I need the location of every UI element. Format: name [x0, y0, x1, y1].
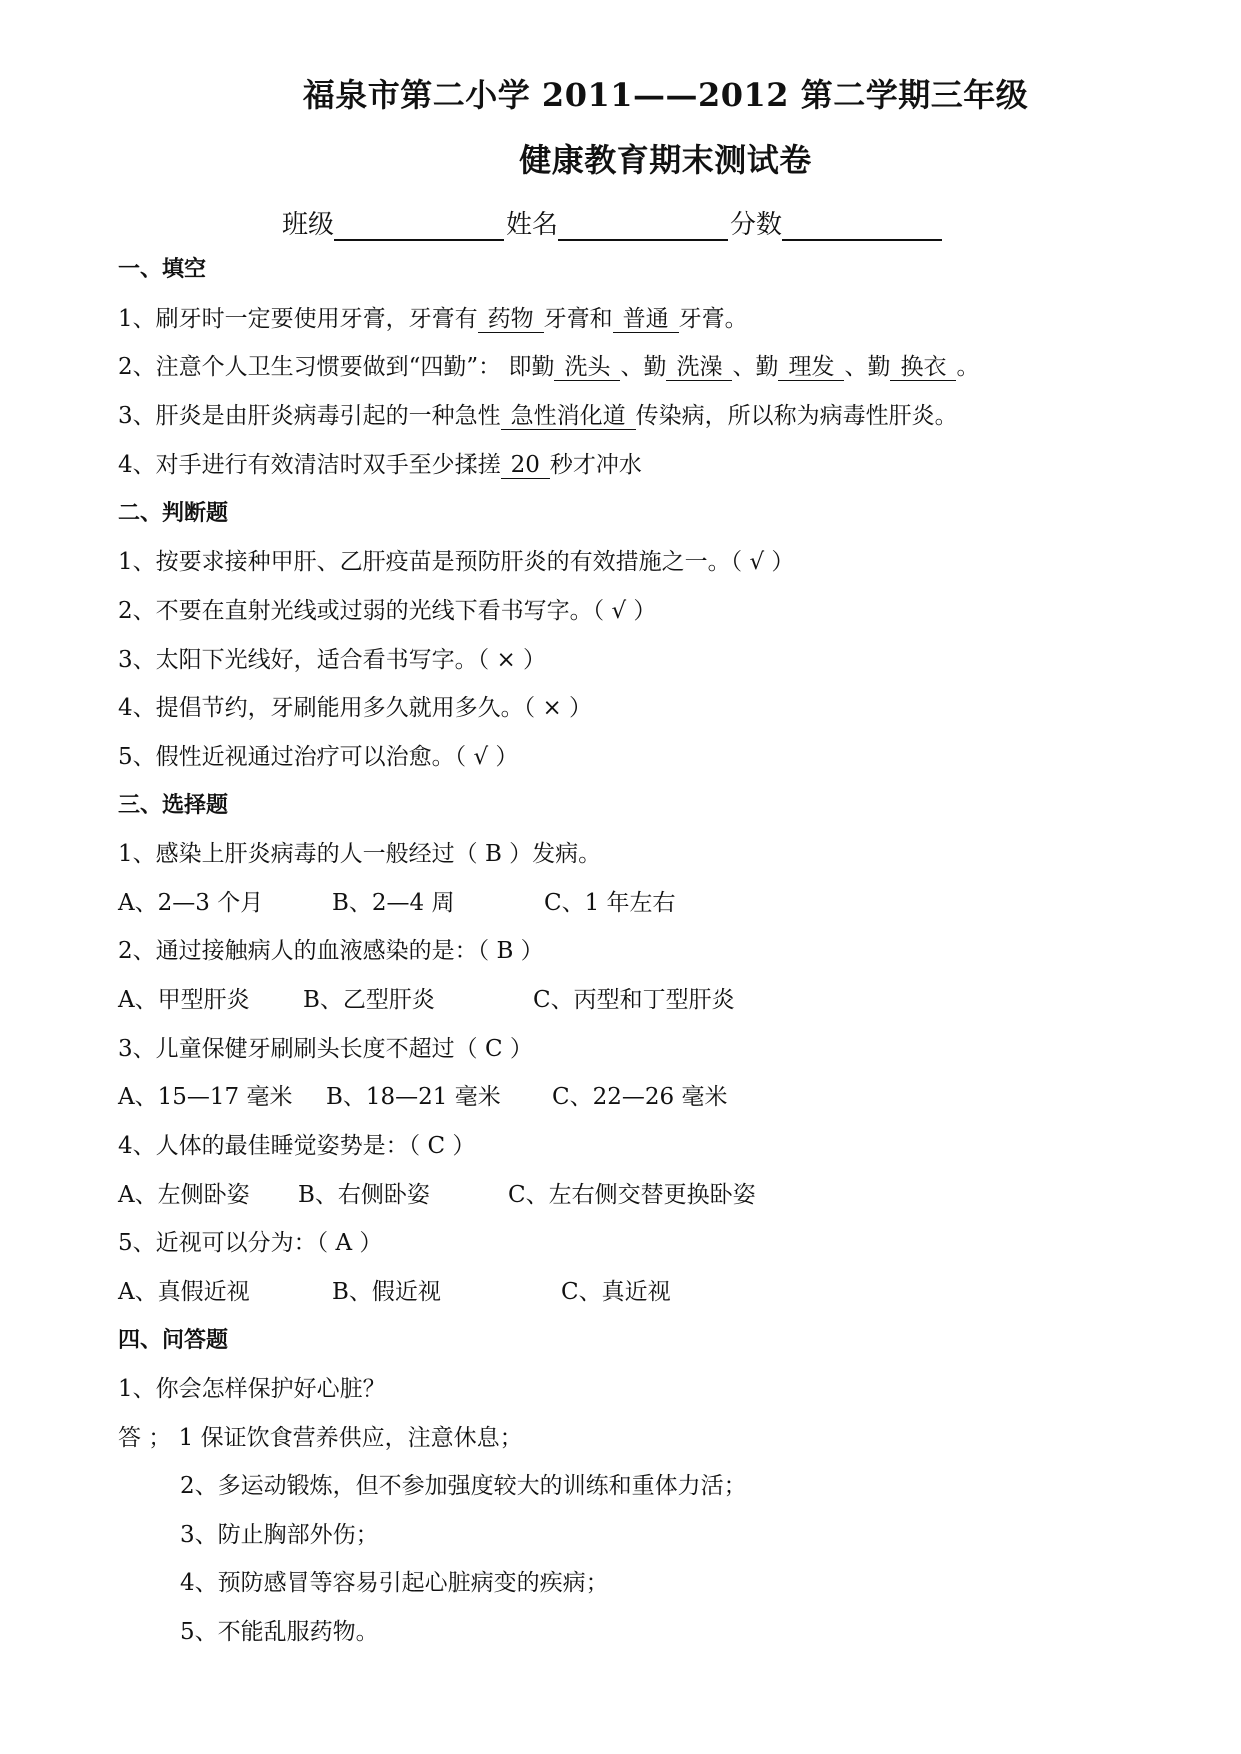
choice-question: 3、儿童保健牙刷刷头长度不超过（ C ）: [118, 1036, 533, 1062]
answer-blank: 洗澡: [666, 354, 732, 381]
section-heading-fill: 一、填空: [118, 257, 207, 282]
question-text: 3、肝炎是由肝炎病毒引起的一种急性: [118, 403, 501, 429]
option-b: B、右侧卧姿: [298, 1182, 430, 1208]
option-b: B、乙型肝炎: [303, 987, 435, 1013]
fill-question-3: [118, 401, 958, 431]
option-c: C、丙型和丁型肝炎: [533, 987, 735, 1013]
choice-question: 4、人体的最佳睡觉姿势是：（ C ）: [118, 1133, 476, 1159]
fill-question-2: [118, 352, 979, 382]
option-a: A、甲型肝炎: [118, 987, 250, 1013]
qa-answer-point: 2、多运动锻炼，但不参加强度较大的训练和重体力活；: [180, 1473, 747, 1499]
student-info-row: [282, 204, 944, 241]
option-b: B、2—4 周: [332, 890, 455, 916]
option-c: C、真近视: [561, 1279, 671, 1305]
option-c: C、22—26 毫米: [552, 1084, 728, 1110]
question-text: 1、刷牙时一定要使用牙膏，牙膏有: [118, 306, 478, 332]
question-text: 4、对手进行有效清洁时双手至少揉搓: [118, 452, 501, 478]
section-heading-judge: 二、判断题: [118, 501, 229, 526]
option-a: A、左侧卧姿: [118, 1182, 250, 1208]
qa-answer-first: 答 ； 1 保证饮食营养供应，注意休息；: [118, 1425, 523, 1451]
judge-item: 4、提倡节约，牙刷能用多久就用多久。（ × ）: [118, 695, 593, 721]
class-label: 班级: [282, 210, 335, 240]
name-blank[interactable]: [558, 211, 728, 241]
judge-item: 2、不要在直射光线或过弱的光线下看书写字。（ √ ）: [118, 598, 657, 624]
question-text: 牙膏。: [678, 306, 748, 332]
class-blank[interactable]: [334, 211, 504, 241]
question-text: 、勤: [844, 354, 891, 380]
qa-answer-point: 3、防止胸部外伤；: [180, 1522, 379, 1548]
option-c: C、左右侧交替更换卧姿: [508, 1182, 756, 1208]
option-c: C、1 年左右: [544, 890, 676, 916]
section-heading-choice: 三、选择题: [118, 793, 229, 818]
choice-options: [118, 985, 735, 1015]
qa-answer-point: 4、预防感冒等容易引起心脏病变的疾病；: [180, 1570, 609, 1596]
answer-blank: 20: [501, 452, 550, 479]
choice-options: [118, 1277, 671, 1307]
exam-title-line2: 健康教育期末测试卷: [519, 141, 812, 179]
question-text: 2、注意个人卫生习惯要做到“四勤”： 即勤: [118, 354, 555, 380]
fill-question-4: [118, 450, 642, 480]
answer-blank: 洗头: [554, 354, 620, 381]
question-text: 秒才冲水: [549, 452, 642, 478]
score-blank[interactable]: [782, 211, 942, 241]
qa-question: 1、你会怎样保护好心脏？: [118, 1376, 386, 1402]
question-text: 、勤: [620, 354, 667, 380]
judge-item: 1、按要求接种甲肝、乙肝疫苗是预防肝炎的有效措施之一。（ √ ）: [118, 549, 795, 575]
question-text: 、勤: [732, 354, 779, 380]
judge-item: 5、假性近视通过治疗可以治愈。（ √ ）: [118, 744, 519, 770]
option-a: A、15—17 毫米: [118, 1084, 293, 1110]
choice-question: 5、近视可以分为：（ A ）: [118, 1230, 383, 1256]
judge-item: 3、太阳下光线好，适合看书写字。（ × ）: [118, 647, 547, 673]
name-label: 姓名: [506, 210, 559, 240]
qa-answer-point: 5、不能乱服药物。: [180, 1619, 379, 1645]
option-b: B、假近视: [332, 1279, 441, 1305]
option-b: B、18—21 毫米: [326, 1084, 501, 1110]
choice-question: 2、通过接触病人的血液感染的是：（ B ）: [118, 938, 544, 964]
answer-blank: 普通: [613, 306, 679, 333]
choice-options: [118, 1082, 727, 1112]
question-text: 。: [956, 354, 980, 380]
fill-question-1: [118, 304, 748, 334]
question-text: 传染病，所以称为病毒性肝炎。: [635, 403, 958, 429]
section-heading-qa: 四、问答题: [118, 1328, 229, 1353]
answer-blank: 急性消化道: [501, 403, 636, 430]
exam-title-line1: 福泉市第二小学 2011——2012 第二学期三年级: [302, 76, 1029, 114]
question-text: 牙膏和: [543, 306, 613, 332]
answer-blank: 理发: [778, 354, 844, 381]
choice-options: [118, 1180, 756, 1210]
option-a: A、真假近视: [118, 1279, 250, 1305]
answer-blank: 换衣: [890, 354, 956, 381]
score-label: 分数: [730, 210, 783, 240]
option-a: A、2—3 个月: [118, 890, 264, 916]
choice-options: [118, 888, 676, 918]
choice-question: 1、感染上肝炎病毒的人一般经过（ B ）发病。: [118, 841, 602, 867]
answer-blank: 药物: [478, 306, 544, 333]
